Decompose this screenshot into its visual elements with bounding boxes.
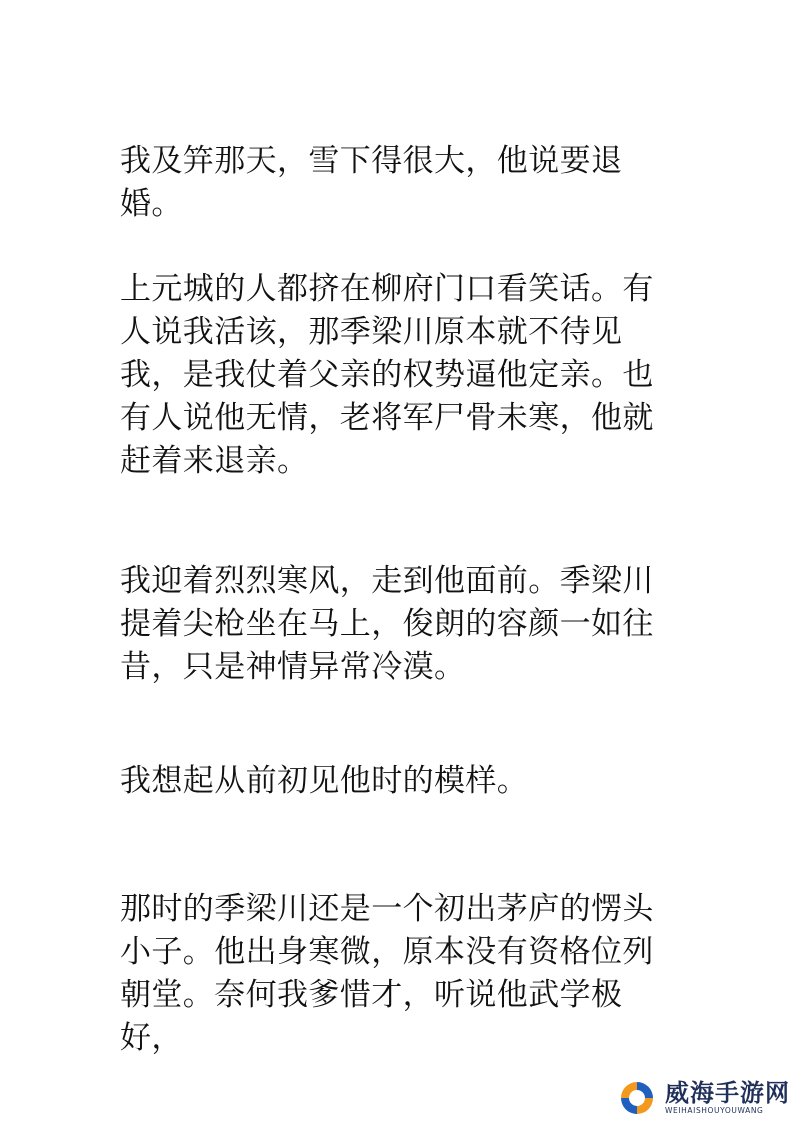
paragraph-2: 上元城的人都挤在柳府门口看笑话。有人说我活该，那季梁川原本就不待见我，是我仗着父亲的权势逼他定亲。也有人说他无情，老将军尸骨未寒，他就赶着来退亲。 [120, 271, 654, 479]
watermark-subtitle: WEIHAISHOUYOUWANG [665, 1106, 764, 1115]
paragraph-1: 我及笄那天，雪下得很大，他说要退婚。 [120, 143, 623, 222]
paragraph-5: 那时的季梁川还是一个初出茅庐的愣头小子。他出身寒微，原本没有资格位列朝堂。奈何我爹惜才，听说他武学极好， [120, 891, 654, 1056]
paragraph-3: 我迎着烈烈寒风，走到他面前。季梁川提着尖枪坐在马上，俊朗的容颜一如往昔，只是神情异常冷漠。 [120, 563, 654, 685]
site-watermark [617, 1078, 790, 1118]
watermark-title: 威海手游网 [665, 1079, 790, 1107]
watermark-text [665, 1080, 790, 1116]
swirl-logo-icon [617, 1078, 657, 1118]
paragraph-4: 我想起从前初见他时的模样。 [120, 763, 529, 799]
